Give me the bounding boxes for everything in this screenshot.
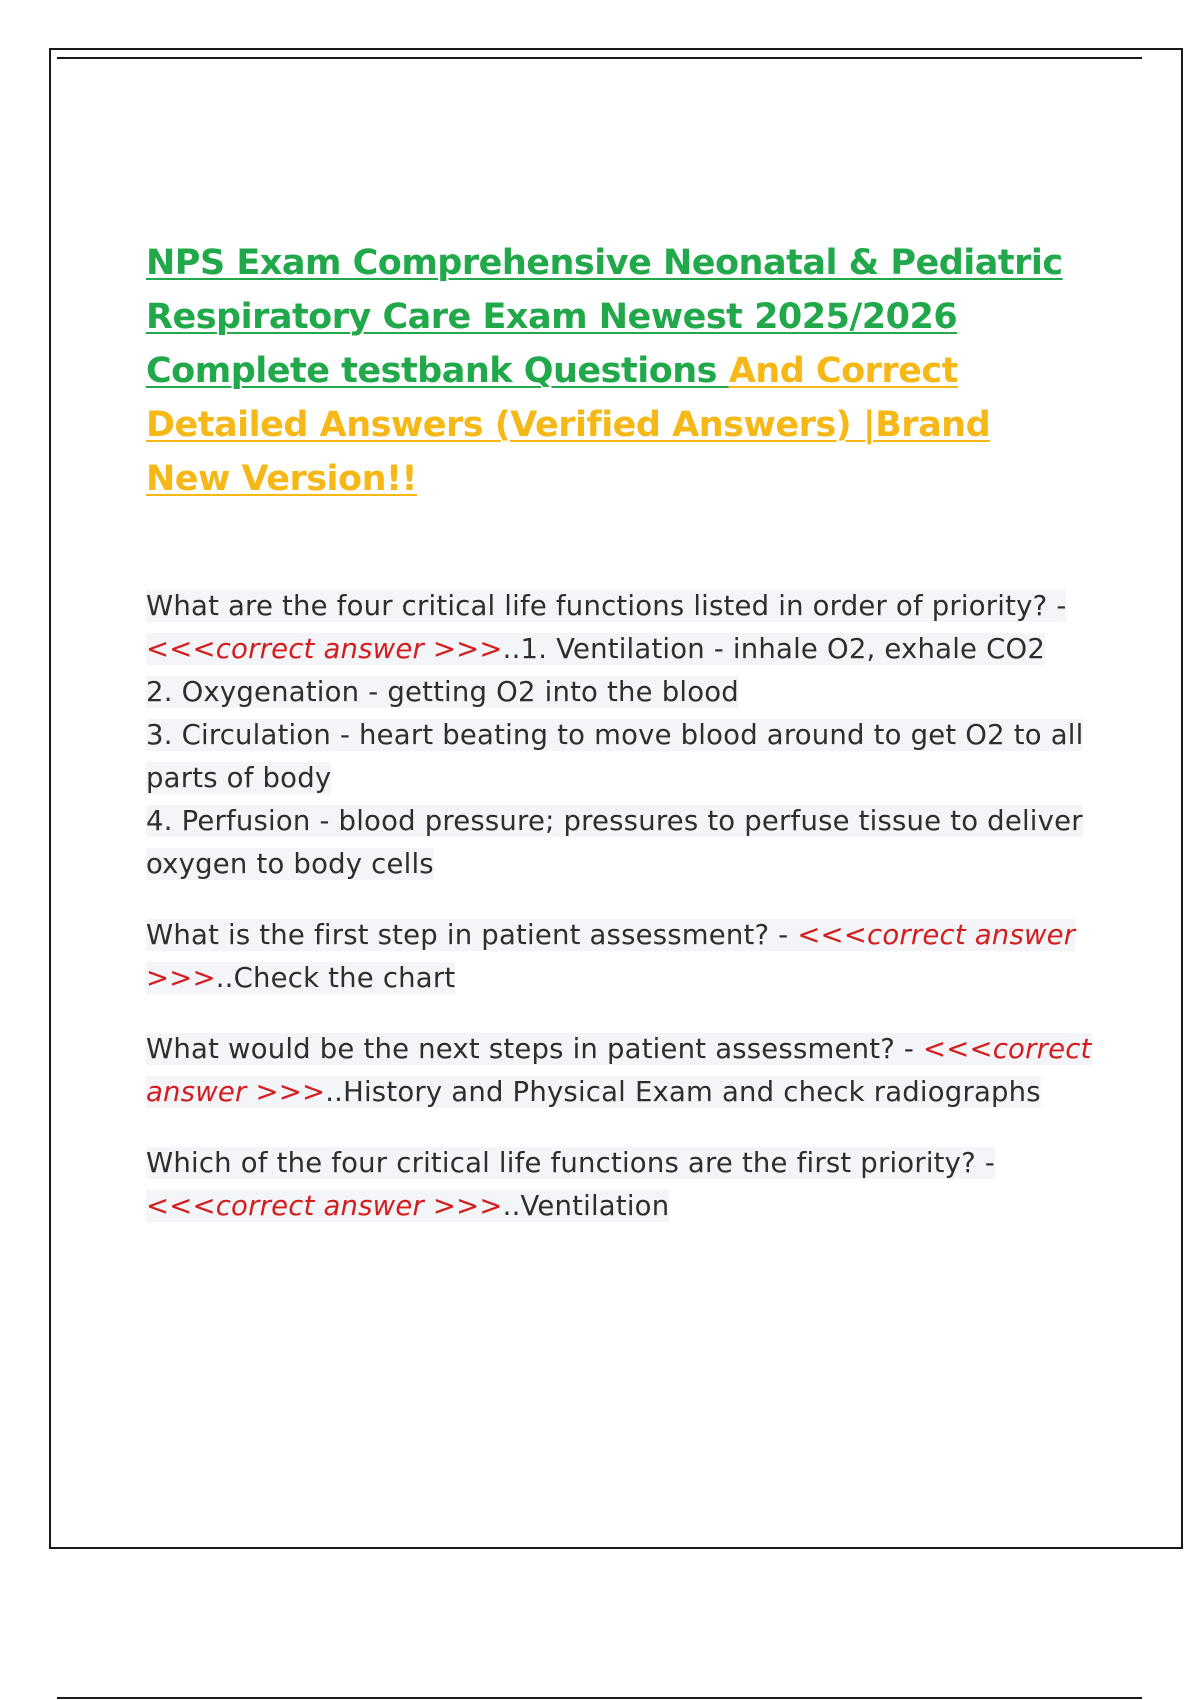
- qa-list: [146, 585, 1096, 1256]
- question-text: What would be the next steps in patient assessment? -: [146, 1033, 923, 1065]
- answer-text: ..1. Ventilation - inhale O2, exhale CO2: [502, 633, 1046, 665]
- qa-item: [146, 1142, 1096, 1228]
- bottom-rule: [57, 1697, 1142, 1699]
- top-rule: [57, 57, 1142, 59]
- question-text: What are the four critical life functions listed in order of priority? -: [146, 590, 1067, 622]
- title-green-part: NPS Exam Comprehensive Neonatal & Pediatric Respiratory Care Exam Newest 2025/2026 Complete testbank Questions: [146, 243, 1063, 391]
- answer-text: ..History and Physical Exam and check radiographs: [325, 1076, 1041, 1108]
- answer-marker: <<<correct answer >>>: [146, 633, 503, 665]
- answer-line: 4. Perfusion - blood pressure; pressures to perfuse tissue to deliver oxygen to body cells: [146, 805, 1083, 880]
- qa-item: [146, 914, 1096, 1000]
- answer-text: ..Check the chart: [215, 962, 456, 994]
- answer-marker: <<<correct answer >>>: [146, 1033, 1092, 1108]
- question-text: What is the first step in patient assessment? -: [146, 919, 798, 951]
- answer-text: ..Ventilation: [502, 1190, 670, 1222]
- document-title: [146, 236, 1076, 506]
- answer-line: 3. Circulation - heart beating to move blood around to get O2 to all parts of body: [146, 719, 1084, 794]
- answer-line: 2. Oxygenation - getting O2 into the blood: [146, 676, 739, 708]
- answer-marker: <<<correct answer >>>: [146, 1190, 503, 1222]
- title-yellow-part: And Correct Detailed Answers (Verified Answers) |Brand New Version!!: [146, 351, 991, 499]
- question-text: Which of the four critical life functions are the first priority? -: [146, 1147, 995, 1179]
- qa-item: [146, 585, 1096, 886]
- answer-marker: <<<correct answer >>>: [146, 919, 1076, 994]
- qa-item: [146, 1028, 1096, 1114]
